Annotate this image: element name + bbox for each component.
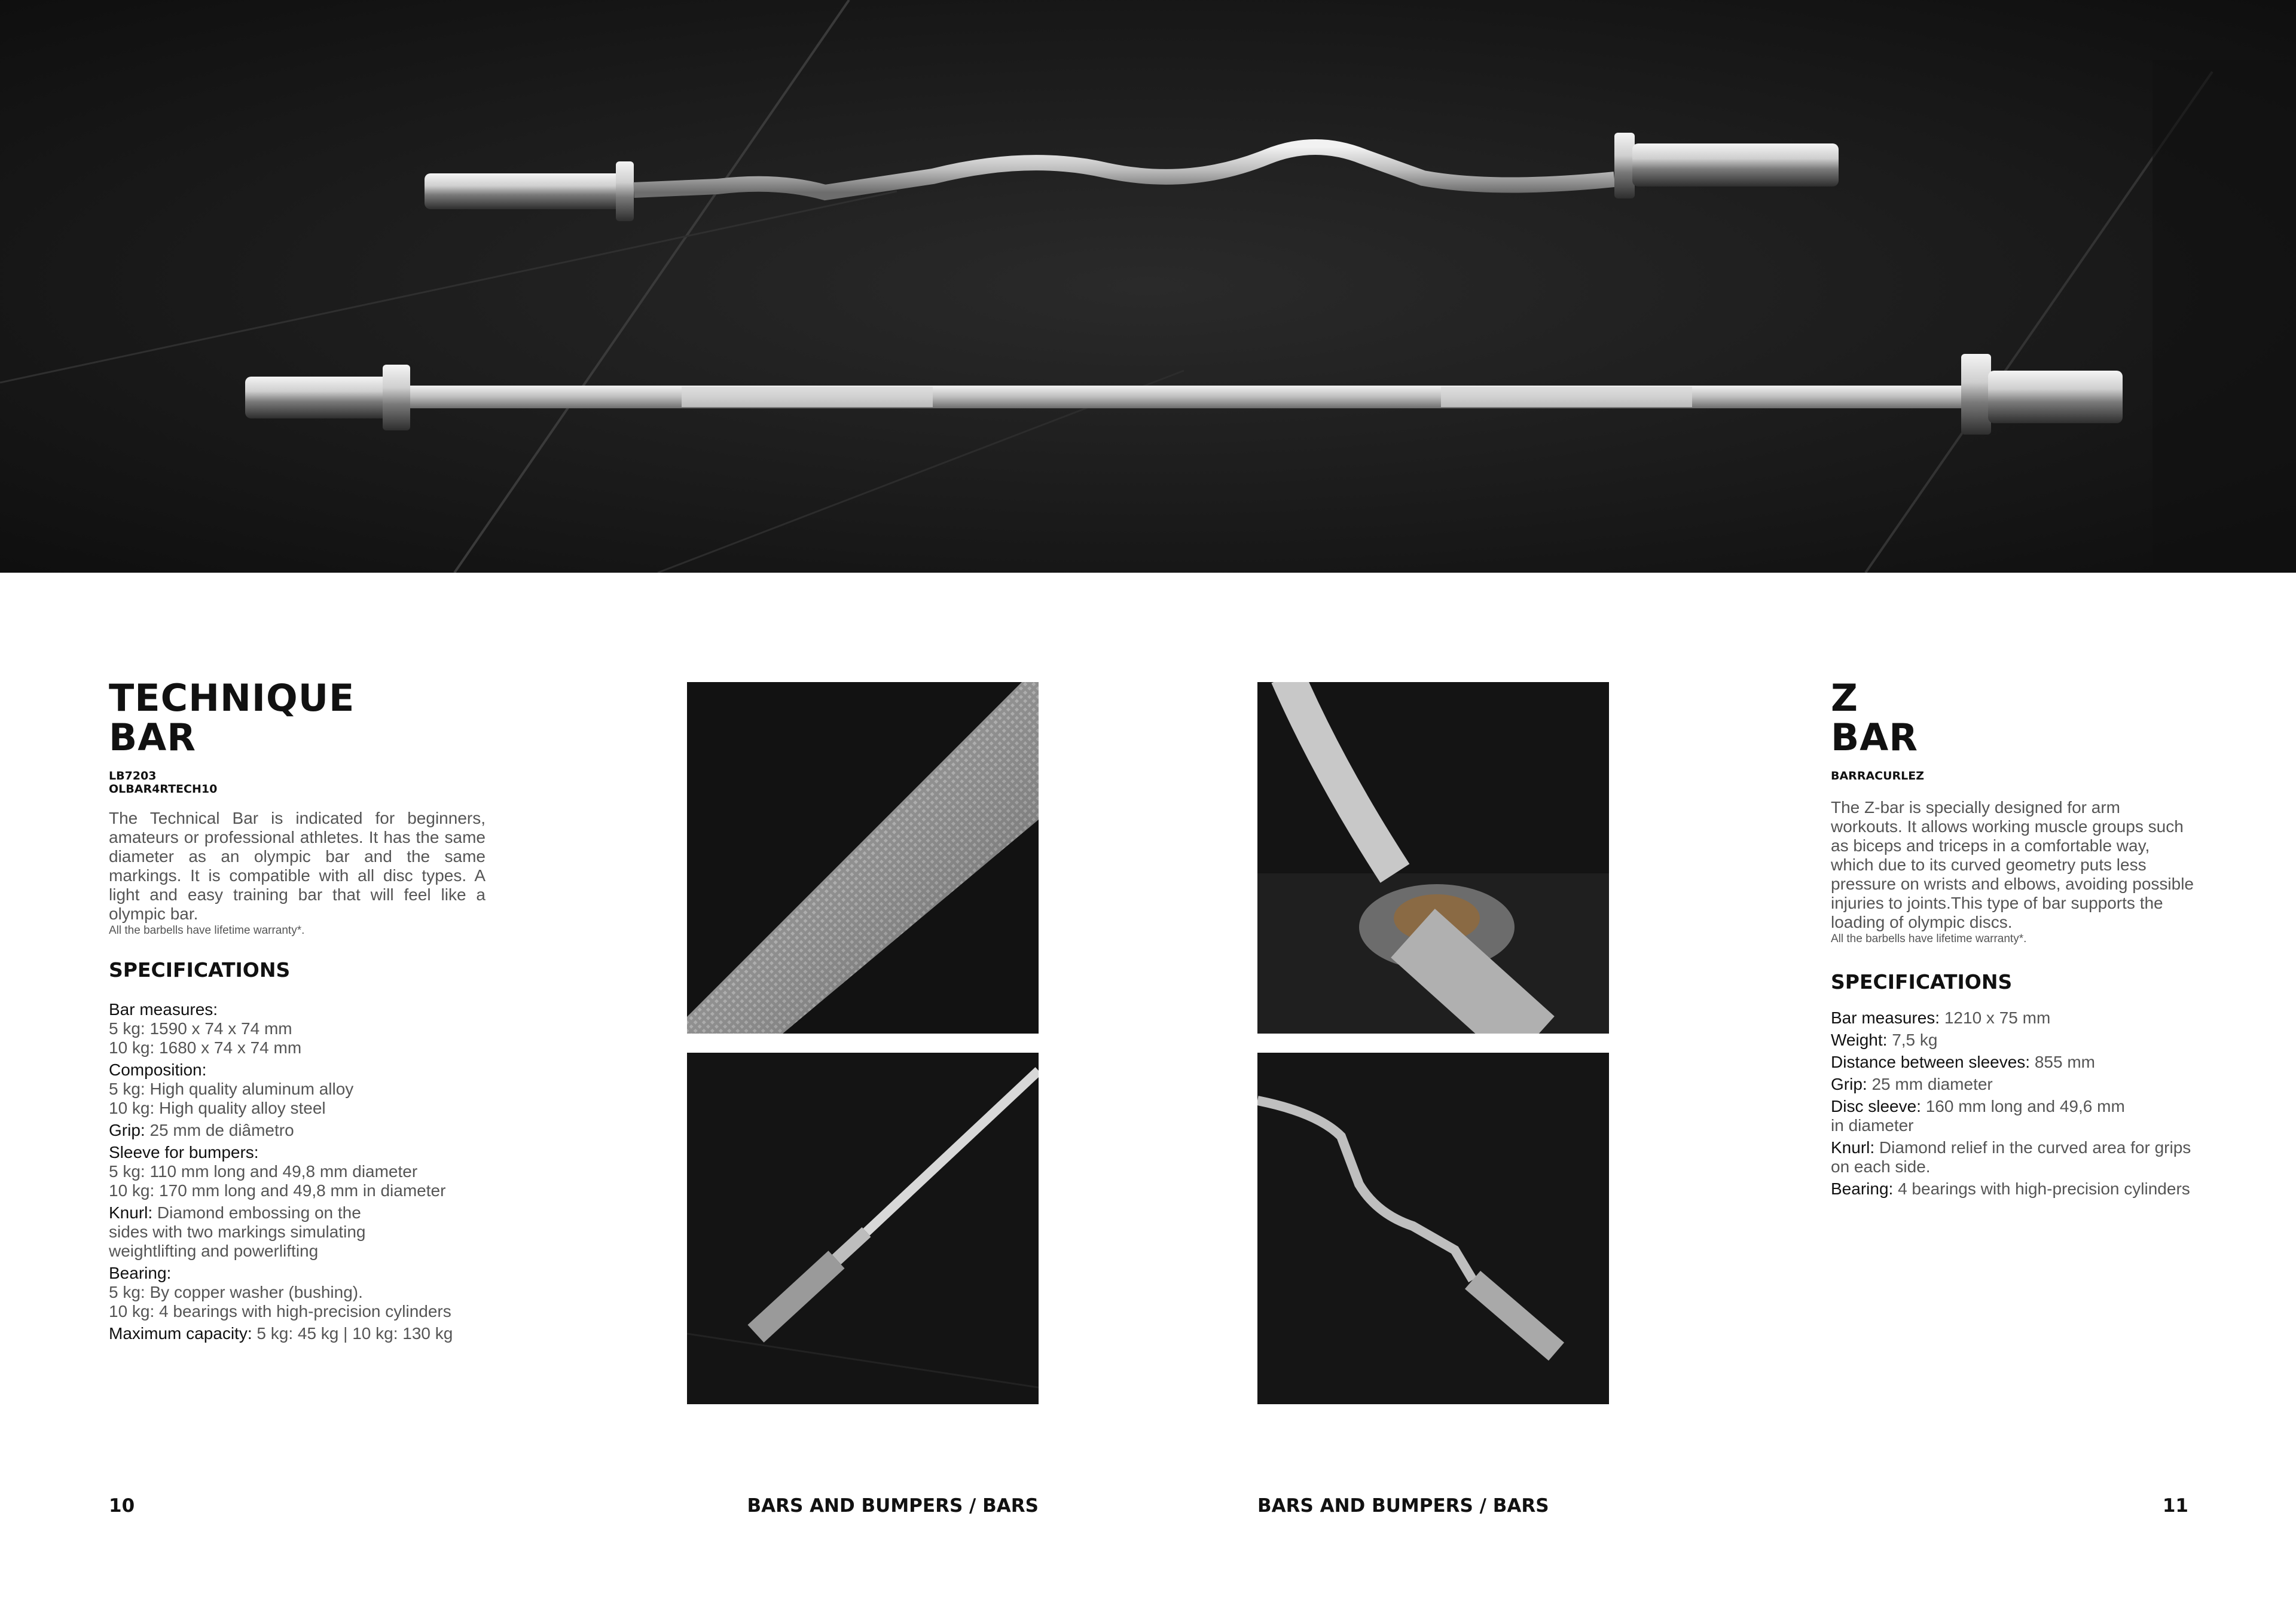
spec-value: 10 kg: 4 bearings with high-precision cylinders [109, 1302, 451, 1321]
spec-key: Bearing: [109, 1264, 172, 1282]
spec-grip [1831, 1075, 2196, 1094]
photo-knurl-closeup [687, 682, 1039, 1034]
spec-value: 25 mm de diâmetro [145, 1121, 294, 1139]
spec-value: 855 mm [2030, 1053, 2096, 1071]
spec-value: 5 kg: High quality aluminum alloy [109, 1080, 354, 1098]
product-title [1831, 678, 2196, 757]
specifications-heading: SPECIFICATIONS [1831, 970, 2013, 994]
spec-disc-sleeve [1831, 1097, 2142, 1135]
technique-bar-section [109, 678, 486, 1346]
specifications-list [1831, 1008, 2196, 1199]
product-title [109, 678, 486, 757]
photo-technique-bar-sleeve [687, 1053, 1039, 1404]
spec-key: Bar measures: [109, 1000, 218, 1019]
spec-value: 10 kg: 1680 x 74 x 74 mm [109, 1038, 302, 1057]
spec-key: Knurl: [1831, 1138, 1875, 1157]
hero-photo-bars [0, 0, 2296, 573]
page-number-left: 10 [109, 1495, 135, 1517]
spec-key: Bearing: [1831, 1179, 1894, 1198]
specifications-heading: SPECIFICATIONS [109, 958, 291, 982]
product-code: LB7203 [109, 769, 157, 783]
spec-value: 4 bearings with high-precision cylinders [1893, 1179, 2190, 1198]
spec-weight [1831, 1031, 2196, 1050]
spec-distance-between-sleeves [1831, 1053, 2196, 1072]
spec-key: Disc sleeve: [1831, 1097, 1921, 1115]
photo-z-bar-sleeve-collar [1257, 682, 1609, 1034]
z-bar-section [1831, 678, 2196, 1202]
spec-value: 5 kg: 110 mm long and 49,8 mm diameter [109, 1162, 418, 1181]
product-description: The Z-bar is specially designed for arm workouts. It allows working muscle groups such as biceps and triceps in a comfortable way, which due to its curved geometry puts less pressure on wrists and elbows, avoiding possible injuries to joints.This type of bar supports the loading of olympic discs. [1831, 798, 2194, 931]
section-label-right: BARS AND BUMPERS / BARS [1257, 1495, 1549, 1517]
spec-max-capacity [109, 1324, 486, 1343]
spec-composition [109, 1060, 486, 1118]
spec-key: Distance between sleeves: [1831, 1053, 2031, 1071]
spec-value: 160 mm long and 49,6 mm in diameter [1831, 1097, 2125, 1135]
spec-value: Diamond relief in the curved area for grips on each side. [1831, 1138, 2191, 1176]
page-number-right: 11 [2162, 1495, 2188, 1517]
spec-key: Weight: [1831, 1031, 1888, 1049]
product-title-line1: Z [1831, 676, 1858, 720]
spec-value: 5 kg: By copper washer (bushing). [109, 1283, 363, 1301]
spec-sleeve [109, 1143, 486, 1200]
product-description: The Technical Bar is indicated for beginners, amateurs or professional athletes. It has the same diameter as an olympic bar and the same markings. It is compatible with all disc types. A light and easy training bar that will feel like a olympic bar. [109, 809, 486, 923]
spec-bearing [109, 1264, 486, 1321]
product-code-secondary: OLBAR4RTECH10 [109, 783, 218, 796]
spec-key: Grip: [109, 1121, 145, 1139]
spec-value: Diamond embossing on the sides with two markings simulating weightlifting and powerlifting [109, 1203, 366, 1260]
product-title-line2: BAR [1831, 716, 1918, 759]
product-title-line2: BAR [109, 716, 196, 759]
product-title-line1: TECHNIQUE [109, 676, 355, 720]
spec-value: 7,5 kg [1887, 1031, 1938, 1049]
specifications-list [109, 1000, 486, 1343]
spec-value: 10 kg: 170 mm long and 49,8 mm in diameter [109, 1181, 446, 1200]
spec-key: Grip: [1831, 1075, 1867, 1093]
spec-key: Bar measures: [1831, 1008, 1940, 1027]
spec-bar-measures [109, 1000, 486, 1057]
spec-value: 5 kg: 1590 x 74 x 74 mm [109, 1019, 292, 1038]
spec-value: 5 kg: 45 kg | 10 kg: 130 kg [252, 1324, 453, 1343]
section-label-left: BARS AND BUMPERS / BARS [747, 1495, 1039, 1517]
warranty-note: All the barbells have lifetime warranty*. [109, 924, 305, 937]
spec-value: 25 mm diameter [1867, 1075, 1993, 1093]
hero-photo-image [0, 0, 2296, 573]
spec-key: Maximum capacity: [109, 1324, 252, 1343]
spec-value: 10 kg: High quality alloy steel [109, 1099, 326, 1117]
spec-bar-measures [1831, 1008, 2196, 1028]
spec-knurl [1831, 1138, 2196, 1176]
spec-key: Knurl: [109, 1203, 153, 1222]
product-code: BARRACURLEZ [1831, 769, 1925, 783]
warranty-note: All the barbells have lifetime warranty*. [1831, 933, 2027, 945]
spec-knurl [109, 1203, 378, 1261]
spec-key: Composition: [109, 1060, 207, 1079]
photo-z-bar-curve [1257, 1053, 1609, 1404]
spec-value: 1210 x 75 mm [1940, 1008, 2051, 1027]
spec-key: Sleeve for bumpers: [109, 1143, 259, 1162]
spec-bearing [1831, 1179, 2196, 1199]
spec-grip [109, 1121, 486, 1140]
